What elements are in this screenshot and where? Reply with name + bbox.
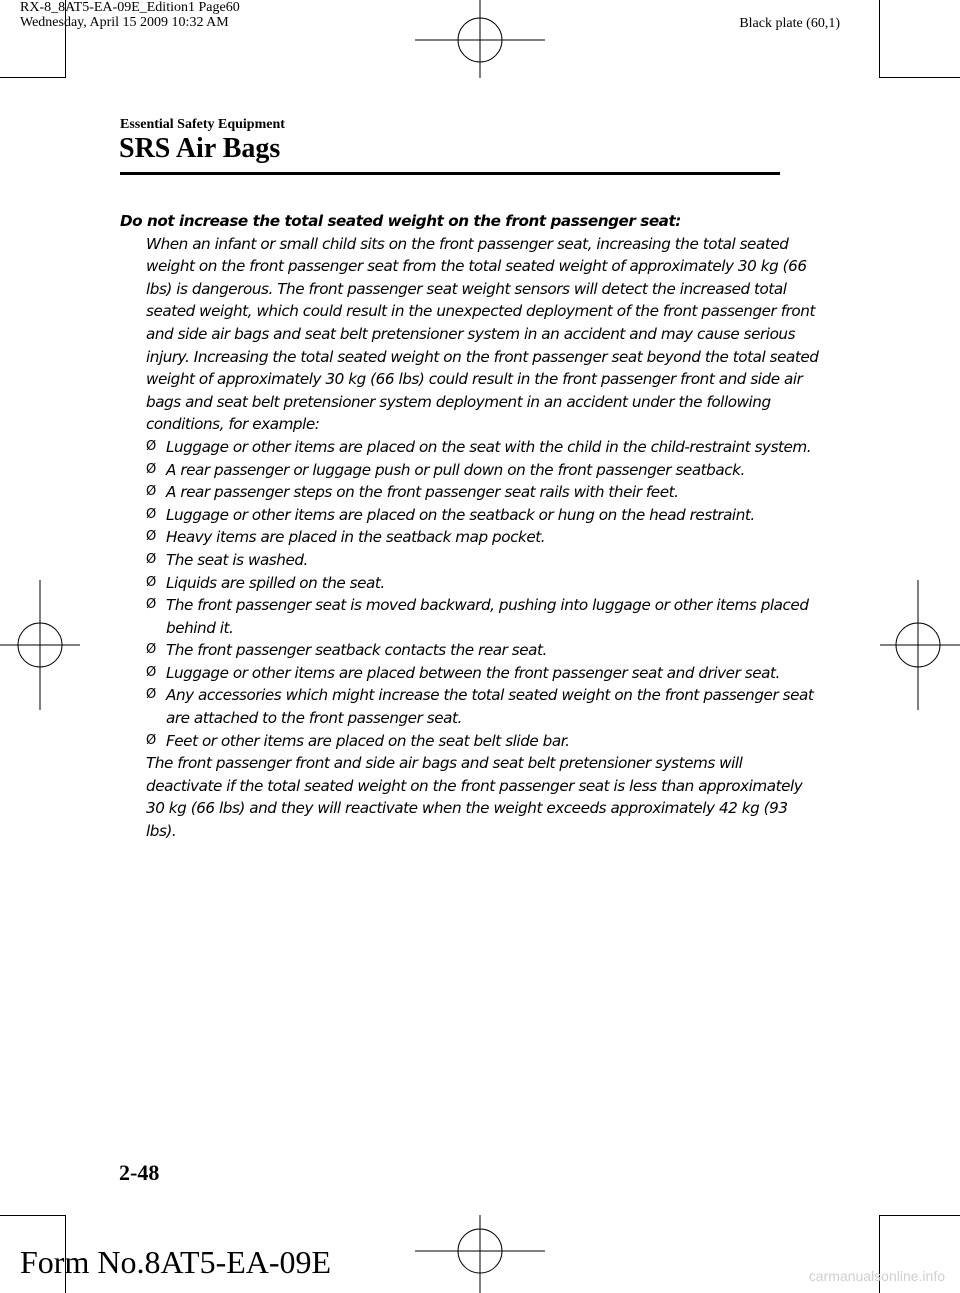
arrow-bullet-icon: Ø <box>146 732 156 748</box>
print-info <box>20 0 240 30</box>
warning-bullet-item <box>146 481 820 504</box>
registration-crosshair-top <box>415 0 545 78</box>
warning-bullet-text: Luggage or other items are placed between the front passenger seat and driver seat. <box>166 663 780 682</box>
arrow-bullet-icon: Ø <box>146 642 156 658</box>
warning-bullet-text: Feet or other items are placed on the seat belt slide bar. <box>166 731 570 750</box>
warning-body <box>120 210 820 843</box>
crop-mark <box>0 77 66 78</box>
registration-crosshair-left <box>0 580 80 710</box>
registration-crosshair-bottom <box>415 1215 545 1293</box>
form-number: Form No.8AT5-EA-09E <box>20 1244 332 1280</box>
arrow-bullet-icon: Ø <box>146 484 156 500</box>
warning-bullet-text: The front passenger seat is moved backward, pushing into luggage or other items placed behind it. <box>166 596 809 637</box>
warning-bullet-text: Luggage or other items are placed on the seatback or hung on the head restraint. <box>166 505 755 524</box>
warning-bullet-item <box>146 459 820 482</box>
warning-bullet-item <box>146 526 820 549</box>
arrow-bullet-icon: Ø <box>146 664 156 680</box>
arrow-bullet-icon: Ø <box>146 506 156 522</box>
crop-mark <box>879 77 960 78</box>
crop-mark <box>879 1215 960 1216</box>
registration-crosshair-right <box>880 580 960 710</box>
warning-bullet-item <box>146 662 820 685</box>
warning-bullet-item <box>146 730 820 753</box>
warning-bullet-item <box>146 572 820 595</box>
warning-bullet-item <box>146 549 820 572</box>
warning-bullet-text: The front passenger seatback contacts the rear seat. <box>166 641 547 660</box>
warning-bullet-text: Any accessories which might increase the total seated weight on the front passenger seat are attached to the front passenger seat. <box>166 686 814 728</box>
arrow-bullet-icon: Ø <box>146 687 156 703</box>
warning-bullet-list <box>120 436 820 752</box>
warning-bullet-item <box>146 436 820 459</box>
page-number: 2-48 <box>119 1160 160 1185</box>
arrow-bullet-icon: Ø <box>146 461 156 477</box>
warning-heading: Do not increase the total seated weight on the front passenger seat: <box>120 212 681 230</box>
crop-mark <box>879 0 880 78</box>
title-rule <box>120 172 780 175</box>
warning-bullet-text: A rear passenger or luggage push or pull down on the front passenger seatback. <box>166 460 745 479</box>
warning-bullet-text: Heavy items are placed in the seatback map pocket. <box>166 528 546 547</box>
plate-label: Black plate (60,1) <box>739 16 840 31</box>
arrow-bullet-icon: Ø <box>146 597 156 613</box>
warning-bullet-text: Luggage or other items are placed on the seat with the child in the child-restraint system. <box>166 437 812 456</box>
print-info-date: Wednesday, April 15 2009 10:32 AM <box>20 15 229 30</box>
warning-bullet-item <box>146 504 820 527</box>
arrow-bullet-icon: Ø <box>146 574 156 590</box>
warning-bullet-text: A rear passenger steps on the front passenger seat rails with their feet. <box>166 483 679 502</box>
arrow-bullet-icon: Ø <box>146 529 156 545</box>
section-label: Essential Safety Equipment <box>120 117 285 132</box>
warning-bullet-item <box>146 639 820 662</box>
arrow-bullet-icon: Ø <box>146 438 156 454</box>
warning-bullet-text: Liquids are spilled on the seat. <box>166 573 385 592</box>
page-title: SRS Air Bags <box>119 133 281 164</box>
print-info-file: RX-8_8AT5-EA-09E_Edition1 Page60 <box>20 0 240 15</box>
warning-bullet-text: The seat is washed. <box>166 550 308 569</box>
warning-intro: When an infant or small child sits on the front passenger seat, increasing the total seated weight on the front passenger seat from the total seated weight of approximately 30 kg (66 lbs) is dangerous. The front passenger seat weight sensors will detect the increased total seated weight, which could result in the unexpected deployment of the front passenger front and side air bags and seat belt pretensioner system in an accident and may cause serious injury. Increasing the total seated weight on the front passenger seat beyond the total seated weight of approximately 30 kg (66 lbs) could result in the front passenger front and side air bags and seat belt pretensioner system deployment in an accident under the following conditions, for example: <box>146 234 819 434</box>
arrow-bullet-icon: Ø <box>146 551 156 567</box>
warning-bullet-item <box>146 594 820 639</box>
warning-closing: The front passenger front and side air bags and seat belt pretensioner systems will deactivate if the total seated weight on the front passenger seat is less than approximately 30 kg (66 lbs) and they will reactivate when the weight exceeds approximately 42 kg (93 lbs). <box>146 754 803 841</box>
crop-mark <box>0 1215 66 1216</box>
warning-bullet-item <box>146 684 820 729</box>
watermark: carmanualsonline.info <box>808 1268 945 1284</box>
